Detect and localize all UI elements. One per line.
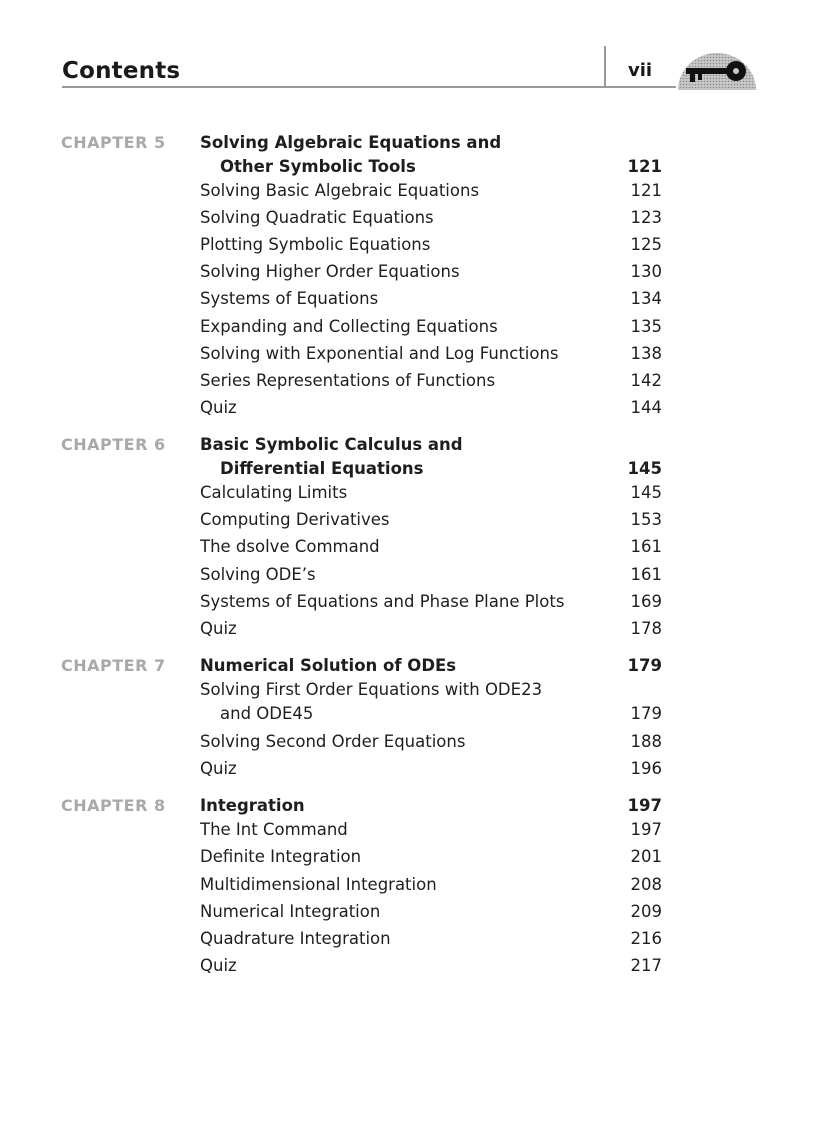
entry-page: 178 (630, 619, 662, 638)
toc-entry[interactable] (200, 287, 662, 311)
entry-page: 169 (630, 592, 662, 611)
entry-page: 130 (630, 262, 662, 281)
entry-page: 144 (630, 398, 662, 417)
entry-title: Calculating Limits (200, 483, 348, 502)
toc-entry[interactable] (200, 927, 662, 951)
toc-entry[interactable] (200, 617, 662, 641)
entry-page: 196 (630, 759, 662, 778)
entry-page: 135 (630, 317, 662, 336)
toc-entry[interactable] (200, 206, 662, 230)
entry-page: 197 (630, 820, 662, 839)
toc-entry[interactable] (200, 845, 662, 869)
entry-page: 121 (630, 181, 662, 200)
entry-title: Solving Basic Algebraic Equations (200, 181, 480, 200)
chapter-title[interactable] (200, 131, 662, 155)
chapter-title-text: Numerical Solution of ODEs (200, 656, 457, 675)
toc-entry[interactable] (200, 396, 662, 420)
entry-page: 216 (630, 929, 662, 948)
toc-entry[interactable] (200, 481, 662, 505)
entry-page: 217 (630, 956, 662, 975)
entry-title: Quiz (200, 956, 237, 975)
toc-entry[interactable] (200, 535, 662, 559)
chapter-label: CHAPTER 5 (61, 133, 166, 152)
chapter-title-text: Solving Algebraic Equations and (200, 133, 502, 152)
entry-page: 153 (630, 510, 662, 529)
chapter-label: CHAPTER 7 (61, 656, 166, 675)
entry-page: 145 (630, 483, 662, 502)
entry-title: Solving with Exponential and Log Functions (200, 344, 559, 363)
entry-title: and ODE45 (220, 704, 314, 723)
entry-page: 161 (630, 565, 662, 584)
chapter-title[interactable] (200, 794, 662, 818)
chapter-title[interactable] (200, 155, 662, 179)
entry-page: 161 (630, 537, 662, 556)
chapter-title-text: Other Symbolic Tools (220, 157, 416, 176)
chapter-title[interactable] (200, 433, 662, 457)
toc-entry[interactable] (200, 590, 662, 614)
entry-title: The Int Command (200, 820, 348, 839)
chapter-title-text: Basic Symbolic Calculus and (200, 435, 463, 454)
entry-page: 209 (630, 902, 662, 921)
entry-title: Plotting Symbolic Equations (200, 235, 431, 254)
page-title: Contents (62, 58, 181, 84)
chapter-title[interactable] (200, 654, 662, 678)
toc-entry[interactable] (200, 233, 662, 257)
toc-entry[interactable] (200, 954, 662, 978)
entry-page: 179 (630, 704, 662, 723)
entry-title: Series Representations of Functions (200, 371, 496, 390)
entry-page: 138 (630, 344, 662, 363)
toc-entry[interactable] (200, 757, 662, 781)
toc-entry[interactable] (200, 179, 662, 203)
toc-entry[interactable] (200, 315, 662, 339)
entry-page: 201 (630, 847, 662, 866)
toc-entry[interactable] (200, 900, 662, 924)
entry-page: 125 (630, 235, 662, 254)
entry-title: Systems of Equations (200, 289, 379, 308)
entry-page: 188 (630, 732, 662, 751)
entry-title: Solving Second Order Equations (200, 732, 466, 751)
toc-entry[interactable] (200, 873, 662, 897)
entry-title: Numerical Integration (200, 902, 381, 921)
toc-entry[interactable] (200, 508, 662, 532)
page-number: vii (628, 60, 653, 81)
entry-title: Quadrature Integration (200, 929, 391, 948)
chapter-page: 197 (627, 796, 662, 815)
toc-entry[interactable] (200, 563, 662, 587)
entry-title: Quiz (200, 619, 237, 638)
entry-title: Solving First Order Equations with ODE23 (200, 680, 543, 699)
chapter-title-text: Differential Equations (220, 459, 424, 478)
entry-title: The dsolve Command (200, 537, 380, 556)
chapter-label: CHAPTER 6 (61, 435, 166, 454)
entry-title: Solving Quadratic Equations (200, 208, 434, 227)
entry-title: Systems of Equations and Phase Plane Plots (200, 592, 565, 611)
chapter-page: 145 (627, 459, 662, 478)
toc-entry[interactable] (200, 260, 662, 284)
entry-title: Definite Integration (200, 847, 362, 866)
chapter-page: 121 (627, 157, 662, 176)
entry-title: Expanding and Collecting Equations (200, 317, 498, 336)
entry-page: 134 (630, 289, 662, 308)
entry-page: 142 (630, 371, 662, 390)
entry-title: Multidimensional Integration (200, 875, 437, 894)
toc-entry[interactable] (200, 342, 662, 366)
toc-entry[interactable] (200, 730, 662, 754)
chapter-title[interactable] (200, 457, 662, 481)
entry-title: Quiz (200, 398, 237, 417)
chapter-label: CHAPTER 8 (61, 796, 166, 815)
toc-entry[interactable] (200, 702, 662, 726)
entry-page: 208 (630, 875, 662, 894)
entry-title: Quiz (200, 759, 237, 778)
entry-title: Computing Derivatives (200, 510, 390, 529)
chapter-page: 179 (627, 656, 662, 675)
toc-entry[interactable] (200, 678, 662, 702)
entry-title: Solving ODE’s (200, 565, 316, 584)
toc-entry[interactable] (200, 369, 662, 393)
entry-page: 123 (630, 208, 662, 227)
entry-title: Solving Higher Order Equations (200, 262, 460, 281)
chapter-title-text: Integration (200, 796, 305, 815)
toc-entry[interactable] (200, 818, 662, 842)
